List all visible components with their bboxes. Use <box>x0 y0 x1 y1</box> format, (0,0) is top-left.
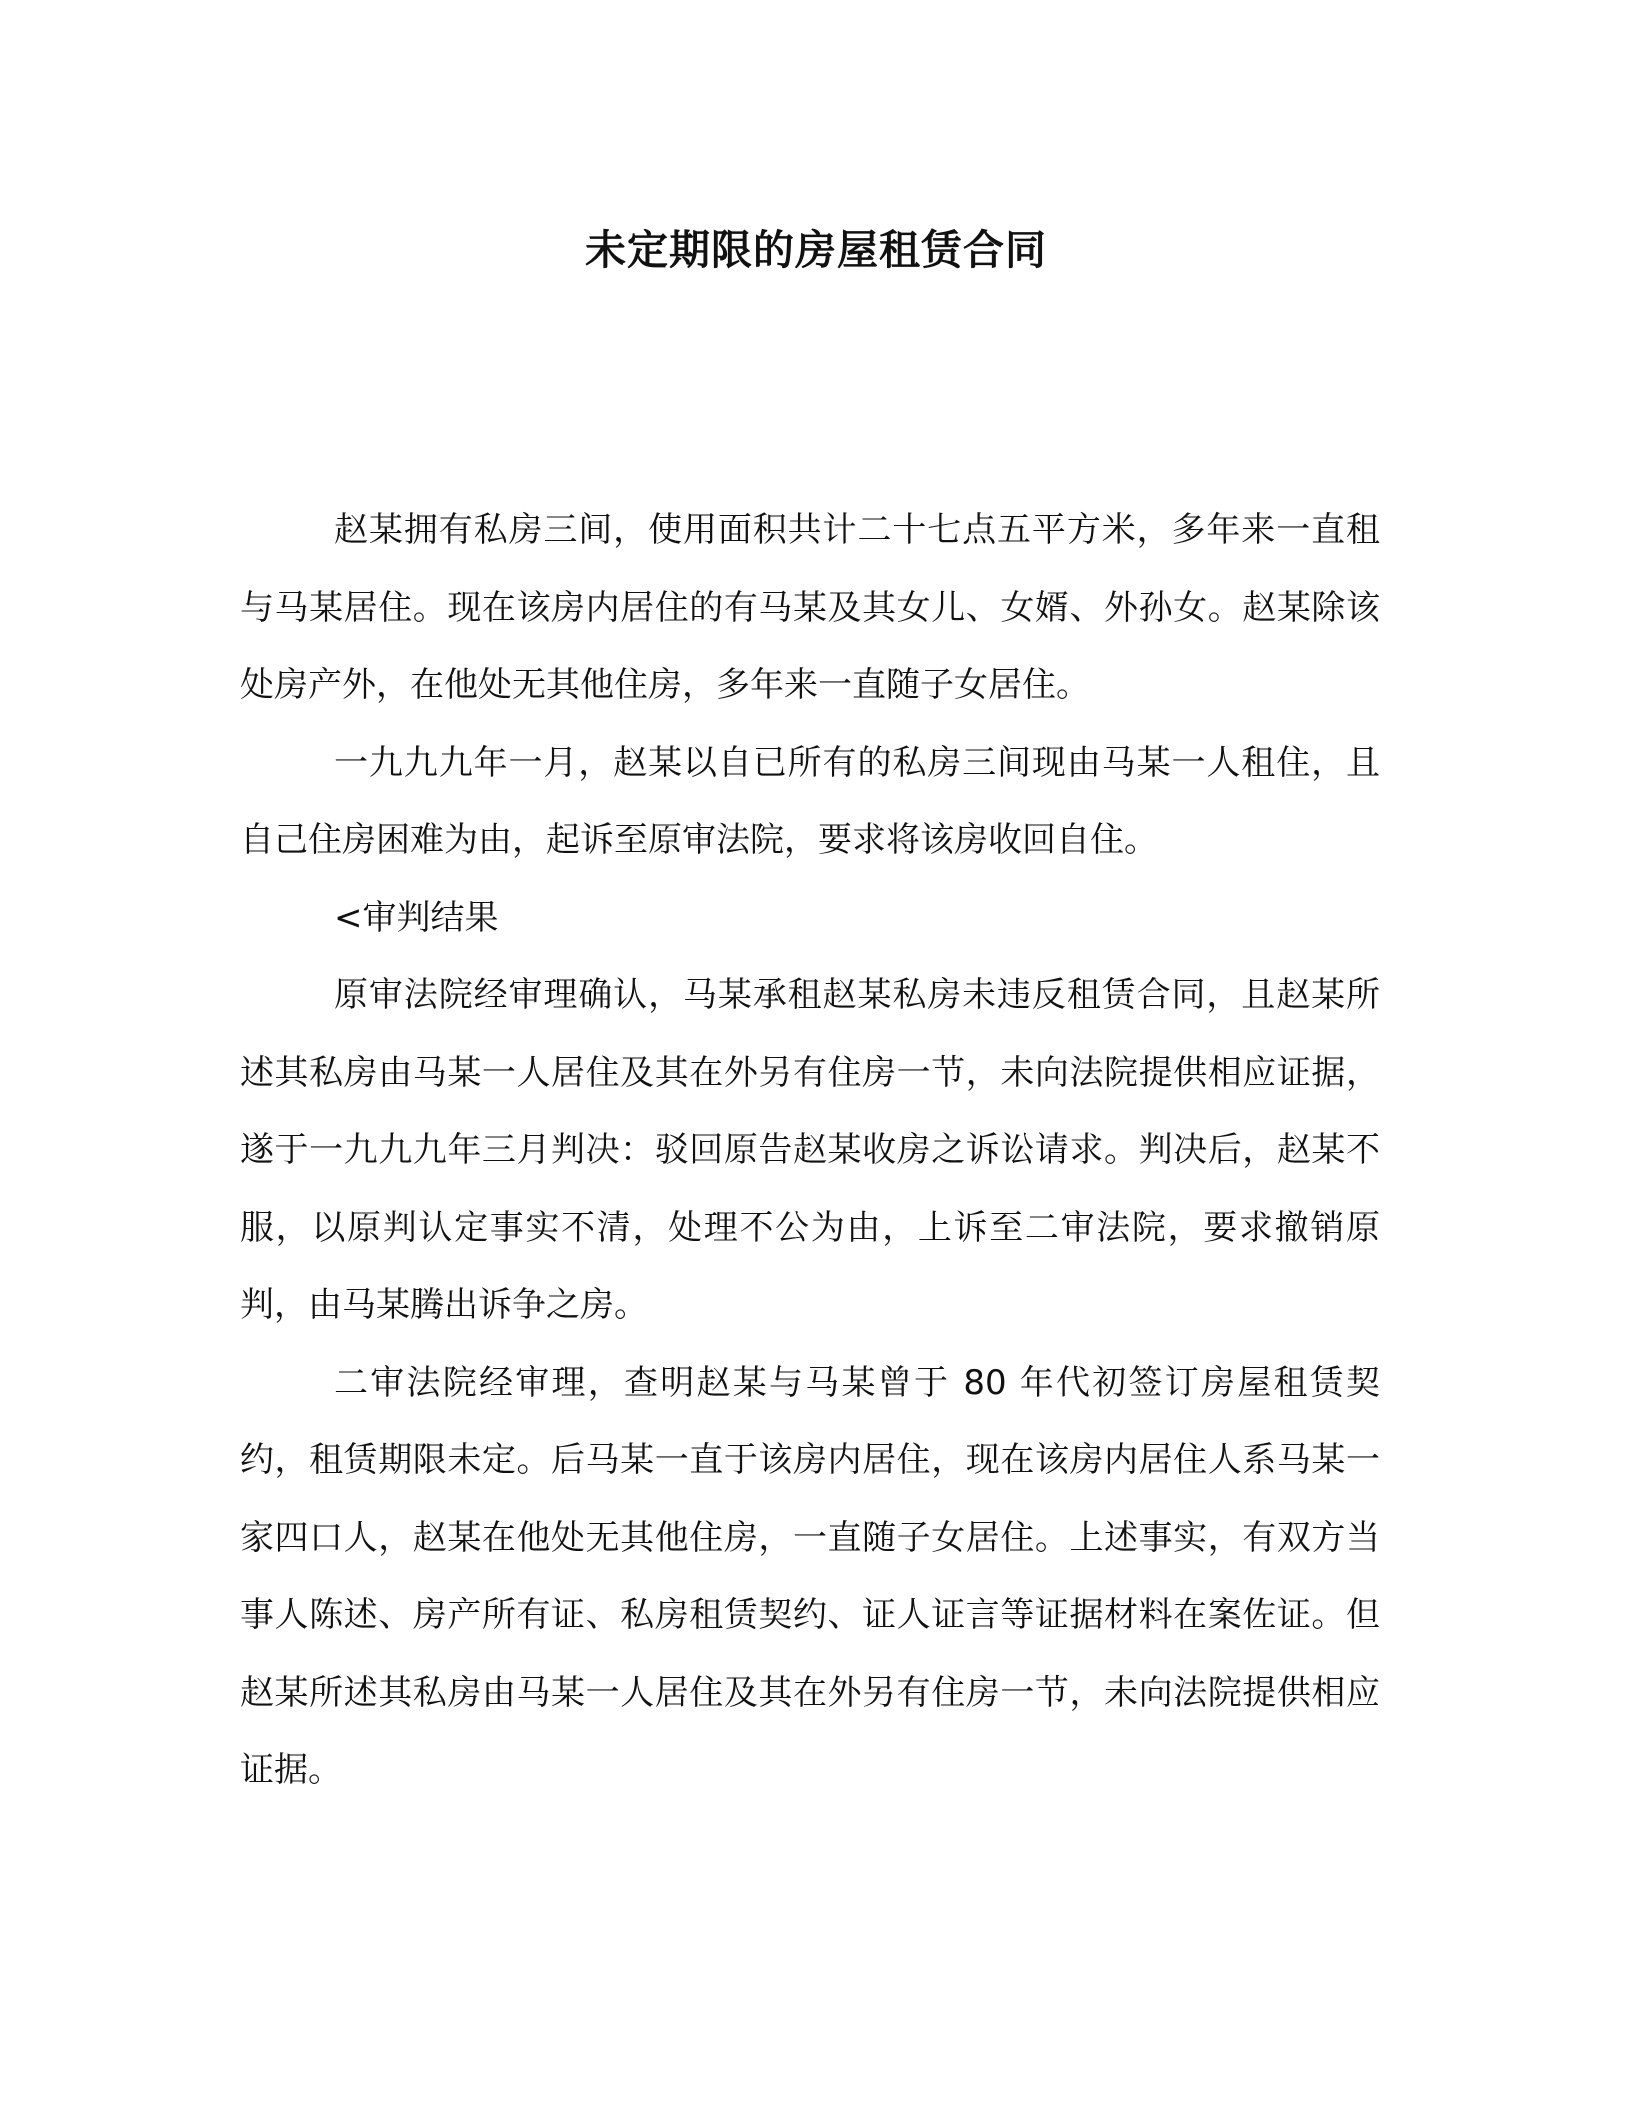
paragraph-lawsuit: 一九九九年一月，赵某以自已所有的私房三间现由马某一人租住，且自己住房困难为由，起诉至原审法院，要求将该房收回自住。 <box>240 742 1380 860</box>
document-title: 未定期限的房屋租赁合同 <box>585 226 1047 274</box>
paragraph-first-instance: 原审法院经审理确认，马某承租赵某私房未违反租赁合同，且赵某所述其私房由马某一人居住及其在外另有住房一节，未向法院提供相应证据，遂于一九九九年三月判决：驳回原告赵某收房之诉讼请求。判决后，赵某不服，以原判认定事实不清，处理不公为由，上诉至二审法院，要求撤销原判，由马某腾出诉争之房。 <box>240 975 1380 1325</box>
paragraph-second-instance: 二审法院经审理，查明赵某与马某曾于 80 年代初签订房屋租赁契约，租赁期限未定。后马某一直于该房内居住，现在该房内居住人系马某一家四口人，赵某在他处无其他住房，一直随子女居住。上述事实，有双方当事人陈述、房产所有证、私房租赁契约、证人证言等证据材料在案佐证。但赵某所述其私房由马某一人居住及其在外另有住房一节，未向法院提供相应证据。 <box>240 1362 1380 1790</box>
paragraph-case-facts: 赵某拥有私房三间，使用面积共计二十七点五平方米，多年来一直租与马某居住。现在该房内居住的有马某及其女儿、女婿、外孙女。赵某除该处房产外，在他处无其他住房，多年来一直随子女居住。 <box>240 510 1380 705</box>
section-heading-verdict: <审判结果 <box>334 897 499 938</box>
document-body <box>240 492 1380 1810</box>
